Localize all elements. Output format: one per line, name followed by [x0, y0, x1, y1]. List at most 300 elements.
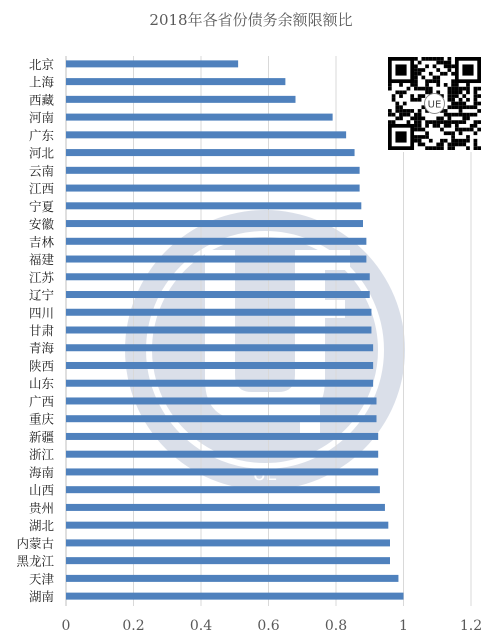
qr-module	[448, 131, 452, 135]
bar	[66, 309, 371, 316]
qr-module	[466, 98, 470, 102]
qr-module	[436, 146, 440, 150]
qr-module	[436, 61, 440, 65]
qr-module	[436, 124, 440, 128]
qr-module	[462, 94, 466, 98]
qr-module	[474, 146, 478, 150]
bar	[66, 167, 360, 174]
qr-module	[403, 113, 407, 117]
qr-module	[410, 117, 414, 121]
qr-module	[429, 57, 433, 61]
qr-module	[444, 61, 448, 65]
qr-module	[410, 109, 414, 113]
bar	[66, 557, 390, 564]
qr-module	[448, 90, 452, 94]
qr-module	[474, 87, 478, 91]
qr-module	[418, 72, 422, 76]
qr-module	[421, 57, 425, 61]
qr-module	[455, 113, 459, 117]
qr-module	[474, 94, 478, 98]
category-label: 黑龙江	[16, 553, 54, 569]
qr-module	[444, 124, 448, 128]
x-tick-label: 1	[399, 618, 408, 634]
qr-module	[448, 64, 452, 68]
qr-module	[395, 117, 399, 121]
category-label: 湖南	[28, 589, 54, 605]
qr-module	[466, 146, 470, 150]
qr-module	[433, 57, 437, 61]
qr-module	[466, 128, 470, 132]
qr-code-image	[386, 55, 483, 152]
qr-module	[477, 120, 481, 124]
qr-module	[477, 146, 481, 150]
qr-module	[474, 102, 478, 106]
qr-module	[448, 105, 452, 109]
qr-module	[418, 139, 422, 143]
qr-module	[388, 87, 392, 91]
qr-module	[474, 113, 478, 117]
qr-module	[474, 120, 478, 124]
qr-module	[470, 124, 474, 128]
qr-module	[414, 128, 418, 132]
qr-module	[440, 117, 444, 121]
chart-title: 2018年各省份债务余额限额比	[149, 11, 353, 29]
qr-module	[425, 87, 429, 91]
bar	[66, 78, 285, 85]
qr-module	[451, 87, 455, 91]
category-label: 山西	[28, 482, 54, 498]
qr-module	[425, 83, 429, 87]
qr-module	[451, 120, 455, 124]
qr-module	[451, 64, 455, 68]
bar	[66, 344, 373, 351]
qr-module	[418, 87, 422, 91]
qr-module	[451, 83, 455, 87]
qr-module	[444, 113, 448, 117]
qr-module	[414, 72, 418, 76]
qr-module	[418, 109, 422, 113]
x-tick-label: 0	[61, 618, 71, 634]
qr-module	[459, 113, 463, 117]
qr-module	[451, 102, 455, 106]
qr-module	[474, 143, 478, 147]
qr-module	[433, 120, 437, 124]
qr-module	[436, 120, 440, 124]
bar	[66, 575, 398, 582]
qr-module	[451, 79, 455, 83]
x-tick-label: 0.6	[257, 618, 280, 634]
qr-module	[477, 128, 481, 132]
qr-module	[474, 131, 478, 135]
qr-module	[433, 64, 437, 68]
bar	[66, 238, 366, 245]
qr-module	[455, 124, 459, 128]
qr-module	[455, 90, 459, 94]
qr-module	[399, 105, 403, 109]
qr-module	[433, 124, 437, 128]
bar	[66, 149, 355, 156]
qr-module	[474, 98, 478, 102]
qr-module	[459, 143, 463, 147]
category-label: 江西	[28, 181, 54, 197]
qr-module	[455, 83, 459, 87]
bar	[66, 131, 346, 138]
qr-module	[466, 83, 470, 87]
qr-module	[418, 117, 422, 121]
category-label: 北京	[28, 56, 54, 72]
qr-module	[448, 146, 452, 150]
qr-module	[455, 87, 459, 91]
qr-module	[436, 83, 440, 87]
qr-module	[436, 57, 440, 61]
qr-module	[440, 146, 444, 150]
category-label: 甘肃	[28, 323, 54, 338]
bar	[66, 522, 388, 529]
qr-module	[459, 109, 463, 113]
qr-module	[477, 102, 481, 106]
qr-module	[462, 105, 466, 109]
qr-module	[448, 87, 452, 91]
qr-module	[392, 120, 396, 124]
qr-module	[462, 139, 466, 143]
qr-module	[425, 79, 429, 83]
qr-module	[410, 83, 414, 87]
qr-module	[444, 120, 448, 124]
bar	[66, 380, 373, 387]
qr-module	[421, 135, 425, 139]
qr-module	[448, 120, 452, 124]
bar	[66, 202, 361, 209]
bar	[66, 291, 370, 298]
qr-module	[444, 139, 448, 143]
qr-module	[403, 90, 407, 94]
qr-module	[436, 79, 440, 83]
qr-module	[474, 139, 478, 143]
bar	[66, 539, 390, 546]
category-label: 天津	[28, 571, 54, 587]
qr-module	[470, 128, 474, 132]
qr-module	[425, 64, 429, 68]
qr-module	[421, 94, 425, 98]
qr-module	[395, 109, 399, 113]
bar	[66, 114, 333, 121]
bar	[66, 273, 370, 280]
bar	[66, 504, 385, 511]
qr-module	[403, 102, 407, 106]
qr-module	[388, 113, 392, 117]
qr-module	[470, 105, 474, 109]
qr-module	[459, 102, 463, 106]
bar	[66, 415, 377, 422]
qr-module	[433, 76, 437, 80]
qr-module	[459, 98, 463, 102]
qr-module	[448, 68, 452, 72]
category-label: 云南	[28, 163, 54, 179]
qr-module	[451, 72, 455, 76]
qr-module	[429, 146, 433, 150]
qr-module	[462, 128, 466, 132]
qr-module	[451, 131, 455, 135]
qr-module	[429, 87, 433, 91]
qr-module	[414, 124, 418, 128]
category-label: 河南	[28, 110, 54, 126]
qr-module	[459, 131, 463, 135]
qr-module	[462, 143, 466, 147]
qr-module	[418, 94, 422, 98]
qr-module	[388, 120, 392, 124]
category-label: 湖北	[28, 518, 54, 534]
qr-module	[436, 117, 440, 121]
qr-module	[477, 109, 481, 113]
qr-module	[440, 139, 444, 143]
qr-module	[455, 105, 459, 109]
qr-module	[462, 102, 466, 106]
qr-module	[414, 64, 418, 68]
category-label: 上海	[28, 74, 54, 90]
bar	[66, 593, 404, 600]
bar	[66, 60, 238, 67]
category-label: 宁夏	[28, 198, 54, 214]
qr-module	[395, 102, 399, 106]
category-label: 西藏	[28, 92, 54, 108]
qr-module	[392, 98, 396, 102]
qr-module	[418, 113, 422, 117]
qr-module	[421, 143, 425, 147]
qr-module	[418, 143, 422, 147]
category-label: 内蒙古	[16, 535, 54, 551]
qr-module	[466, 105, 470, 109]
qr-module	[425, 146, 429, 150]
qr-module	[399, 90, 403, 94]
qr-module	[448, 61, 452, 65]
qr-module	[455, 94, 459, 98]
qr-module	[466, 117, 470, 121]
qr-module	[425, 124, 429, 128]
category-label: 浙江	[28, 447, 54, 463]
qr-module	[477, 87, 481, 91]
qr-module	[399, 113, 403, 117]
qr-module	[399, 94, 403, 98]
category-label: 青海	[28, 340, 54, 356]
qr-module	[403, 109, 407, 113]
qr-module	[448, 98, 452, 102]
qr-module	[451, 94, 455, 98]
qr-module	[448, 117, 452, 121]
qr-module	[433, 146, 437, 150]
qr-module	[451, 146, 455, 150]
x-tick-label: 0.8	[324, 618, 348, 634]
qr-module	[451, 143, 455, 147]
qr-module	[429, 120, 433, 124]
qr-module	[410, 98, 414, 102]
qr-module	[448, 94, 452, 98]
qr-module	[407, 109, 411, 113]
qr-module	[433, 79, 437, 83]
category-label: 新疆	[28, 429, 54, 445]
qr-module	[474, 90, 478, 94]
qr-module	[448, 143, 452, 147]
category-label: 广东	[28, 127, 54, 143]
qr-module	[451, 98, 455, 102]
bars	[66, 60, 404, 599]
qr-badge-text: UE	[427, 99, 442, 111]
qr-module	[459, 90, 463, 94]
qr-module	[440, 143, 444, 147]
qr-module	[395, 105, 399, 109]
qr-module	[448, 57, 452, 61]
qr-module	[414, 79, 418, 83]
qr-module	[459, 87, 463, 91]
qr-module	[451, 135, 455, 139]
qr-finder-core	[462, 64, 473, 75]
qr-module	[444, 131, 448, 135]
qr-module	[474, 124, 478, 128]
qr-module	[425, 131, 429, 135]
qr-module	[392, 113, 396, 117]
qr-module	[451, 113, 455, 117]
qr-module	[421, 128, 425, 132]
qr-module	[459, 105, 463, 109]
qr-module	[451, 105, 455, 109]
qr-module	[429, 79, 433, 83]
qr-module	[395, 90, 399, 94]
qr-module	[436, 68, 440, 72]
qr-module	[392, 94, 396, 98]
category-label: 吉林	[28, 234, 54, 250]
bar	[66, 433, 378, 440]
bar	[66, 468, 378, 475]
qr-module	[414, 87, 418, 91]
qr-module	[418, 135, 422, 139]
qr-module	[429, 72, 433, 76]
qr-module	[436, 143, 440, 147]
category-label: 江苏	[28, 269, 54, 285]
qr-module	[399, 109, 403, 113]
qr-module	[474, 105, 478, 109]
qr-module	[418, 61, 422, 65]
qr-module	[414, 76, 418, 80]
qr-module	[418, 68, 422, 72]
qr-module	[436, 76, 440, 80]
bar	[66, 185, 360, 192]
qr-module	[418, 120, 422, 124]
qr-module	[466, 90, 470, 94]
qr-module	[451, 139, 455, 143]
qr-module	[421, 117, 425, 121]
qr-module	[455, 139, 459, 143]
qr-module	[414, 139, 418, 143]
category-label: 重庆	[28, 411, 54, 427]
category-label: 河北	[28, 145, 54, 161]
x-tick-label: 0.4	[189, 618, 213, 634]
category-label: 海南	[28, 464, 54, 480]
category-label: 安徽	[28, 216, 54, 232]
qr-module	[414, 68, 418, 72]
qr-module	[418, 98, 422, 102]
bar	[66, 220, 363, 227]
qr-module	[425, 90, 429, 94]
qr-module	[444, 64, 448, 68]
bar	[66, 486, 380, 493]
qr-module	[410, 94, 414, 98]
qr-module	[455, 143, 459, 147]
qr-module	[444, 83, 448, 87]
qr-module	[462, 117, 466, 121]
qr-module	[462, 113, 466, 117]
bar	[66, 327, 371, 334]
qr-module	[429, 139, 433, 143]
qr-module	[388, 83, 392, 87]
qr-module	[462, 120, 466, 124]
qr-module	[407, 120, 411, 124]
qr-module	[466, 113, 470, 117]
category-label: 陕西	[28, 358, 54, 374]
qr-module	[455, 120, 459, 124]
x-tick-label: 0.2	[122, 618, 145, 634]
qr-module	[418, 124, 422, 128]
category-label: 山东	[28, 376, 54, 392]
qr-module	[466, 139, 470, 143]
qr-module	[440, 120, 444, 124]
qr-module	[414, 113, 418, 117]
qr-module	[421, 76, 425, 80]
qr-module	[421, 87, 425, 91]
qr-module	[414, 120, 418, 124]
qr-module	[425, 120, 429, 124]
qr-module	[459, 120, 463, 124]
qr-module	[477, 94, 481, 98]
category-label: 辽宁	[28, 287, 54, 303]
category-labels	[16, 57, 54, 604]
bar	[66, 96, 296, 103]
qr-module	[388, 109, 392, 113]
qr-module	[466, 87, 470, 91]
qr-module	[421, 68, 425, 72]
qr-module	[470, 113, 474, 117]
qr-module	[425, 135, 429, 139]
qr-module	[399, 117, 403, 121]
qr-module	[462, 87, 466, 91]
qr-module	[444, 109, 448, 113]
qr-module	[414, 117, 418, 121]
qr-module	[455, 128, 459, 132]
qr-module	[448, 124, 452, 128]
category-label: 四川	[28, 305, 54, 321]
bar	[66, 397, 377, 404]
qr-module	[459, 128, 463, 132]
qr-module	[414, 98, 418, 102]
qr-module	[425, 57, 429, 61]
x-tick-labels	[62, 618, 483, 634]
qr-module	[459, 139, 463, 143]
qr-module	[451, 90, 455, 94]
qr-module	[399, 83, 403, 87]
bar	[66, 451, 378, 458]
qr-module	[418, 128, 422, 132]
qr-finder-core	[395, 131, 406, 142]
qr-module	[407, 87, 411, 91]
qr-module	[444, 72, 448, 76]
qr-module	[440, 57, 444, 61]
qr-module	[455, 102, 459, 106]
qr-module	[466, 135, 470, 139]
bar	[66, 362, 373, 369]
qr-module	[407, 113, 411, 117]
qr-finder-core	[395, 64, 406, 75]
category-label: 贵州	[28, 500, 54, 516]
qr-module	[414, 57, 418, 61]
qr-module	[440, 128, 444, 132]
